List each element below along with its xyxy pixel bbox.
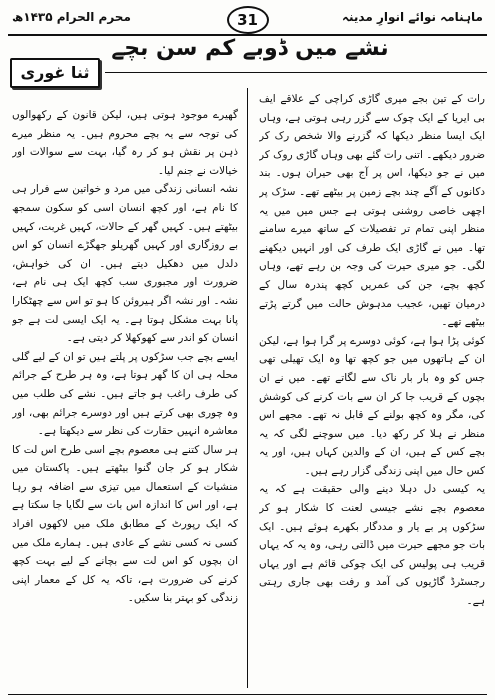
page-number: 31 [227, 6, 269, 34]
article-body [8, 82, 487, 692]
paragraph: رات کے تین بجے میری گاڑی کراچی کے علاقے ایف بی ایریا کے ایک چوک سے گزر رہی ہوتی ہے، وہاں ایک ایسا منظر دیکھا کہ گزرنے والا شخص رک کر ضرور دیکھے۔ اتنی رات گئے بھی وہاں گاڑی روک کر میں نے جو دیکھا، اس پر آج بھی حیران ہوں۔ بند دکانوں کے آگے چند بچے زمین پر بیٹھے تھے۔ سڑک پر اچھی خاصی روشنی ہوتی ہے جس میں میں یہ منظر اپنی تمام تر تفصیلات کے ساتھ میرے سامنے تھا۔ میں نے گاڑی ایک طرف کی اور انہیں دیکھنے لگی۔ جو میری حیرت کی وجہ بن رہے تھے، وہاں کچھ بچے، جن کی عمریں کچھ پندرہ سال کے درمیان تھیں، عجیب مدہوش حالت میں گرتے پڑتے بیٹھے تھے۔ [259, 93, 485, 329]
paragraph: یہ کیسی دل دہلا دینے والی حقیقت ہے کہ یہ معصوم بچے نشے جیسی لعنت کا شکار ہو کر سڑکوں پر بے یار و مددگار بکھرے ہوئے ہیں۔ ایک بات جو مجھے حیرت میں ڈالتی رہی، وہ یہ کہ یہاں قریب ہی پولیس کی ایک چوکی قائم ہے اور یہاں رجسٹرڈ گاڑیوں کی آمد و رفت بھی جاری رہتی ہے۔ [259, 483, 485, 608]
paragraph: گھیرے موجود ہوتی ہیں، لیکن قانون کے رکھوالوں کی توجہ سے یہ بچے محروم ہیں۔ یہ منظر میرے ذہن پر نقش ہو کر رہ گیا، بہت سے سوالات اور خیالات نے جنم لیا۔ [12, 109, 238, 177]
page-bottom-rule [8, 694, 487, 695]
right-column [259, 90, 485, 688]
author-name: ثنا غوری [10, 58, 100, 88]
title-divider [105, 72, 487, 73]
issue-date: محرم الحرام ۱۴۳۵ھ [12, 10, 131, 24]
article-title: نشے میں ڈوبے کم سن بچے [111, 36, 389, 61]
left-column [12, 106, 238, 688]
column-divider [247, 88, 248, 688]
paragraph: کوئی پڑا ہوا ہے، کوئی دوسرے پر گرا ہوا ہے، لیکن ان کے ہاتھوں میں جو کچھ تھا وہ ایک تھیلی تھی جس کو وہ بار بار ناک سے لگاتے تھے۔ میں نے ان بچوں کے قریب جا کر ان سے بات کرنے کی کوشش کی، مگر وہ کچھ بولنے کے قابل نہ تھے۔ مجھے اس منظر نے ہلا کر رکھ دیا۔ میں سوچنے لگی کہ یہ بچے کس کے ہیں، ان کے والدین کہاں ہیں، اور یہ کس حال میں اپنی زندگی گزار رہے ہیں۔ [259, 334, 485, 477]
paragraph: ایسے بچے جب سڑکوں پر پلتے ہیں تو ان کے لیے گلی محلہ ہی ان کا گھر ہوتا ہے، وہ ہر طرح کے جرائم کی طرف راغب ہو جاتے ہیں۔ نشے کی طلب میں وہ چوری بھی کرتے ہیں اور دوسرے جرائم بھی، اور معاشرہ انہیں حقارت کی نظر سے دیکھتا ہے۔ [12, 350, 238, 438]
magazine-name: ماہنامہ نوائے انوارِ مدینہ [341, 10, 483, 24]
paragraph: نشہ انسانی زندگی میں مرد و خواتین سے فرار ہی کا نام ہے، اور کچھ انسان اسی کو سکون سمجھ بیٹھتے ہیں۔ کہیں گھر کے حالات، کہیں غربت، کہیں بے روزگاری اور کہیں گھریلو جھگڑے انسان کو اس دلدل میں دھکیل دیتے ہیں۔ ان کی خواہش، ضرورت اور مجبوری سب کچھ ایک ہی نام ہے، نشہ۔ اور نشہ اگر ہیروئن کا ہو تو اس سے چھٹکارا پانا بہت مشکل ہوتا ہے۔ یہ ایک ایسی لت ہے جو انسان کو اندر سے کھوکھلا کر دیتی ہے۔ [12, 183, 238, 345]
page-header [8, 6, 487, 36]
paragraph: ہر سال کتنے ہی معصوم بچے اسی طرح اس لت کا شکار ہو کر جان گنوا بیٹھتے ہیں۔ پاکستان میں منشیات کے استعمال میں تیزی سے اضافہ ہو رہا ہے، اور اس کا اندازہ اس بات سے لگایا جا سکتا ہے کہ ایک رپورٹ کے مطابق ملک میں لاکھوں افراد کسی نہ کسی نشے کے عادی ہیں۔ ہمارے ملک میں ان بچوں کو اس لت سے بچانے کے لیے بہت کچھ کرنے کی ضرورت ہے، تاکہ یہ کل کے معمار اپنی زندگی کو بہتر بنا سکیں۔ [12, 443, 238, 605]
